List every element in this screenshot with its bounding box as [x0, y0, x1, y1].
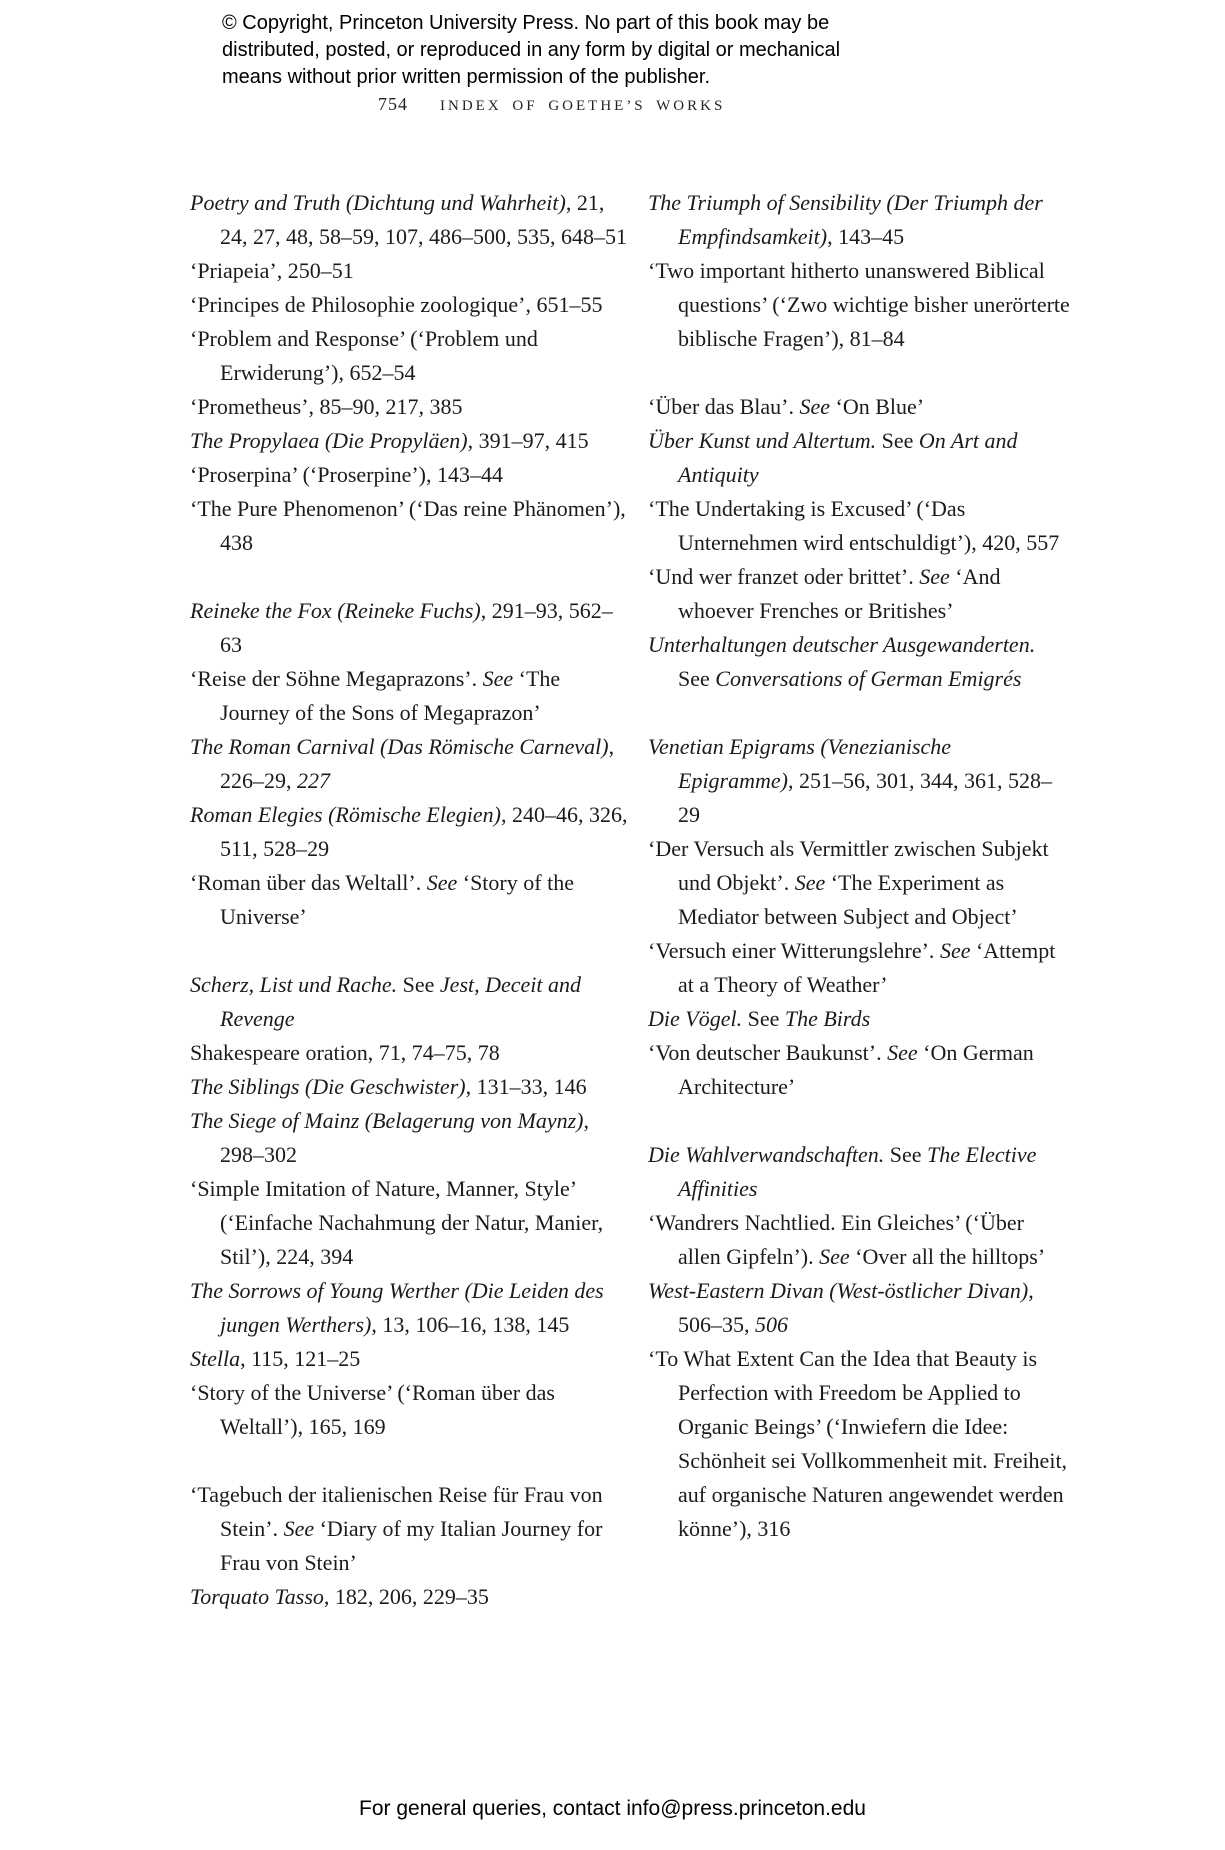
- entry-text: ‘Über das Blau’.: [648, 394, 800, 419]
- copyright-line: distributed, posted, or reproduced in any form by digital or mechanical: [222, 39, 841, 61]
- entry-text-italic: See: [939, 938, 971, 963]
- entry-text: , 115, 121–25: [240, 1346, 361, 1371]
- index-entry: [190, 1070, 628, 1104]
- entry-text: , 131–33, 146: [465, 1074, 587, 1099]
- entry-text: Shakespeare oration, 71, 74–75, 78: [190, 1040, 500, 1065]
- entry-text: , 291–93, 562–63: [220, 598, 613, 657]
- entry-text-italic: Unterhaltungen deutscher Ausgewanderten.: [648, 632, 1036, 657]
- entry-text: ‘Attempt at a Theory of Weather’: [678, 938, 1056, 997]
- index-entry: [190, 1104, 628, 1172]
- entry-text-italic: See: [887, 1040, 918, 1065]
- entry-text-italic: Stella: [190, 1346, 241, 1371]
- entry-text: ‘Wandrers Nachtlied. Ein Gleiches’ (‘Über allen Gipfeln’).: [648, 1210, 1024, 1269]
- entry-text-italic: On Art and Antiquity: [678, 428, 1018, 487]
- entry-text: ‘Two important hitherto unanswered Biblical questions’ (‘Zwo wichtige bisher unerörterte biblische Fragen’), 81–84: [648, 258, 1070, 351]
- entry-text: ‘Prometheus’, 85–90, 217, 385: [190, 394, 463, 419]
- index-group: [190, 594, 628, 934]
- entry-text-italic: Torquato Tasso: [190, 1584, 324, 1609]
- entry-text: ‘Versuch einer Witterungslehre’.: [648, 938, 940, 963]
- index-entry: [190, 458, 628, 492]
- index-entry: [190, 492, 628, 560]
- entry-text-italic: The Birds: [784, 1006, 871, 1031]
- entry-text-italic: Die Vögel.: [648, 1006, 743, 1031]
- index-entry: [190, 798, 628, 866]
- entry-text-italic: 506: [755, 1312, 788, 1337]
- index-entry: [190, 730, 628, 798]
- entry-text-italic: Reineke the Fox (Reineke Fuchs): [190, 598, 481, 623]
- entry-text: ‘Over all the hilltops’: [849, 1244, 1046, 1269]
- entry-text: , 506–35,: [678, 1278, 1034, 1337]
- entry-text: ‘On Blue’: [830, 394, 925, 419]
- entry-text: ‘Diary of my Italian Journey for Frau von Stein’: [220, 1516, 603, 1575]
- entry-text: See: [742, 1006, 785, 1031]
- entry-text: , 143–45: [827, 224, 905, 249]
- index-entry: [648, 832, 1072, 934]
- entry-text-italic: The Elective Affinities: [678, 1142, 1037, 1201]
- entry-text: ‘On German Architecture’: [678, 1040, 1034, 1099]
- entry-text: ‘Der Versuch als Vermittler zwischen Subjekt und Objekt’.: [648, 836, 1049, 895]
- entry-text: ‘To What Extent Can the Idea that Beauty is Perfection with Freedom be Applied to Organic Beings’ (‘Inwiefern die Idee: Schönheit sei Vollkommenheit mit. Freiheit, auf organische Naturen angewendet werden könne’), 316: [648, 1346, 1068, 1541]
- index-group: [648, 390, 1072, 696]
- entry-text-italic: Roman Elegies (Römische Elegien): [190, 802, 501, 827]
- index-entry: [648, 1206, 1072, 1274]
- index-group: [648, 186, 1072, 356]
- entry-text-italic: See: [919, 564, 950, 589]
- entry-text: , 13, 106–16, 138, 145: [371, 1312, 570, 1337]
- index-group: [190, 968, 628, 1444]
- index-entry: [190, 968, 628, 1036]
- entry-text: See: [397, 972, 440, 997]
- index-entry: [648, 186, 1072, 254]
- entry-text: See: [884, 1142, 928, 1167]
- index-entry: [190, 186, 628, 254]
- index-entry: [648, 254, 1072, 356]
- index-entry: [648, 730, 1072, 832]
- entry-text: ‘Simple Imitation of Nature, Manner, Style’ (‘Einfache Nachahmung der Natur, Manier, Stil’), 224, 394: [190, 1176, 604, 1269]
- entry-text-italic: Über Kunst und Altertum.: [648, 428, 877, 453]
- entry-text-italic: Die Wahlverwandschaften.: [648, 1142, 885, 1167]
- entry-text: ‘The Pure Phenomenon’ (‘Das reine Phänomen’), 438: [190, 496, 626, 555]
- index-entry: [190, 424, 628, 458]
- copyright-line: means without prior written permission of the publisher.: [222, 66, 711, 88]
- index-entry: [190, 594, 628, 662]
- entry-text: , 226–29,: [220, 734, 615, 793]
- entry-text: , 240–46, 326, 511, 528–29: [220, 802, 628, 861]
- index-entry: [190, 254, 628, 288]
- index-entry: [190, 1172, 628, 1274]
- index-entry: [190, 1342, 628, 1376]
- entry-text: ‘Priapeia’, 250–51: [190, 258, 354, 283]
- entry-text: ‘Proserpina’ (‘Proserpine’), 143–44: [190, 462, 504, 487]
- entry-text-italic: 227: [297, 768, 330, 793]
- entry-text-italic: See: [482, 666, 514, 691]
- index-group: [648, 1138, 1072, 1546]
- entry-text-italic: The Triumph of Sensibility (Der Triumph der Empfindsamkeit): [648, 190, 1043, 249]
- entry-text-italic: Poetry and Truth (Dichtung und Wahrheit): [190, 190, 566, 215]
- index-entry: [190, 288, 628, 322]
- entry-text: See: [876, 428, 919, 453]
- index-entry: [648, 628, 1072, 696]
- entry-text-italic: See: [794, 870, 826, 895]
- entry-text: See: [678, 666, 716, 691]
- entry-text: ‘The Experiment as Mediator between Subject and Object’: [678, 870, 1018, 929]
- entry-text: , 251–56, 301, 344, 361, 528–29: [678, 768, 1052, 827]
- entry-text-italic: The Siege of Mainz (Belagerung von Maynz): [190, 1108, 584, 1133]
- entry-text: ‘Von deutscher Baukunst’.: [648, 1040, 888, 1065]
- entry-text: ‘The Undertaking is Excused’ (‘Das Unternehmen wird entschuldigt’), 420, 557: [648, 496, 1060, 555]
- entry-text-italic: The Sorrows of Young Werther (Die Leiden des jungen Werthers): [190, 1278, 604, 1337]
- index-entry: [190, 1478, 628, 1580]
- index-entry: [648, 390, 1072, 424]
- entry-text: ‘And whoever Frenches or Britishes’: [678, 564, 1001, 623]
- index-group: [648, 730, 1072, 1104]
- entry-text: ‘Und wer franzet oder brittet’.: [648, 564, 920, 589]
- entry-text: , 182, 206, 229–35: [323, 1584, 489, 1609]
- index-column-right: [648, 186, 1072, 1546]
- index-entry: [190, 866, 628, 934]
- index-entry: [190, 1274, 628, 1342]
- index-entry: [190, 662, 628, 730]
- entry-text: , 298–302: [220, 1108, 589, 1167]
- index-entry: [648, 560, 1072, 628]
- entry-text-italic: See: [819, 1244, 850, 1269]
- entry-text: ‘Principes de Philosophie zoologique’, 651–55: [190, 292, 603, 317]
- index-entry: [190, 1036, 628, 1070]
- entry-text: ‘Tagebuch der italienischen Reise für Frau von Stein’.: [190, 1482, 603, 1541]
- entry-text: ‘Roman über das Weltall’.: [190, 870, 427, 895]
- entry-text: , 21, 24, 27, 48, 58–59, 107, 486–500, 535, 648–51: [220, 190, 627, 249]
- index-entry: [648, 1138, 1072, 1206]
- copyright-notice: [222, 10, 882, 91]
- index-entry: [190, 1376, 628, 1444]
- index-entry: [190, 1580, 628, 1614]
- index-entry: [190, 390, 628, 424]
- index-group: [190, 1478, 628, 1614]
- index-entry: [648, 424, 1072, 492]
- entry-text: ‘The Journey of the Sons of Megaprazon’: [220, 666, 561, 725]
- queries-contact-line: For general queries, contact info@press.princeton.edu: [359, 1797, 866, 1820]
- index-entry: [648, 1342, 1072, 1546]
- entry-text-italic: West-Eastern Divan (West-östlicher Divan): [648, 1278, 1029, 1303]
- index-group: [190, 186, 628, 560]
- copyright-line: © Copyright, Princeton University Press. No part of this book may be: [222, 12, 830, 34]
- entry-text-italic: See: [799, 394, 831, 419]
- entry-text-italic: Jest, Deceit and Revenge: [220, 972, 582, 1031]
- entry-text-italic: The Siblings (Die Geschwister): [190, 1074, 466, 1099]
- entry-text-italic: Scherz, List und Rache.: [190, 972, 398, 997]
- page-number: 754: [378, 94, 408, 114]
- entry-text-italic: The Roman Carnival (Das Römische Carneval): [190, 734, 609, 759]
- entry-text-italic: See: [426, 870, 458, 895]
- entry-text: ‘Story of the Universe’ (‘Roman über das Weltall’), 165, 169: [190, 1380, 555, 1439]
- running-head-title: INDEX OF GOETHE’S WORKS: [440, 98, 726, 114]
- running-head: [378, 94, 725, 115]
- entry-text: ‘Story of the Universe’: [220, 870, 574, 929]
- index-entry: [648, 1002, 1072, 1036]
- entry-text: ‘Reise der Söhne Megaprazons’.: [190, 666, 483, 691]
- entry-text-italic: The Propylaea (Die Propyläen): [190, 428, 468, 453]
- entry-text: ‘Problem and Response’ (‘Problem und Erwiderung’), 652–54: [190, 326, 538, 385]
- entry-text-italic: See: [283, 1516, 315, 1541]
- entry-text-italic: Conversations of German Emigrés: [715, 666, 1022, 691]
- entry-text: , 391–97, 415: [467, 428, 589, 453]
- index-entry: [648, 1274, 1072, 1342]
- index-entry: [648, 492, 1072, 560]
- index-entry: [648, 1036, 1072, 1104]
- index-column-left: [190, 186, 628, 1614]
- entry-text-italic: Venetian Epigrams (Venezianische Epigramme): [648, 734, 952, 793]
- index-entry: [190, 322, 628, 390]
- index-entry: [648, 934, 1072, 1002]
